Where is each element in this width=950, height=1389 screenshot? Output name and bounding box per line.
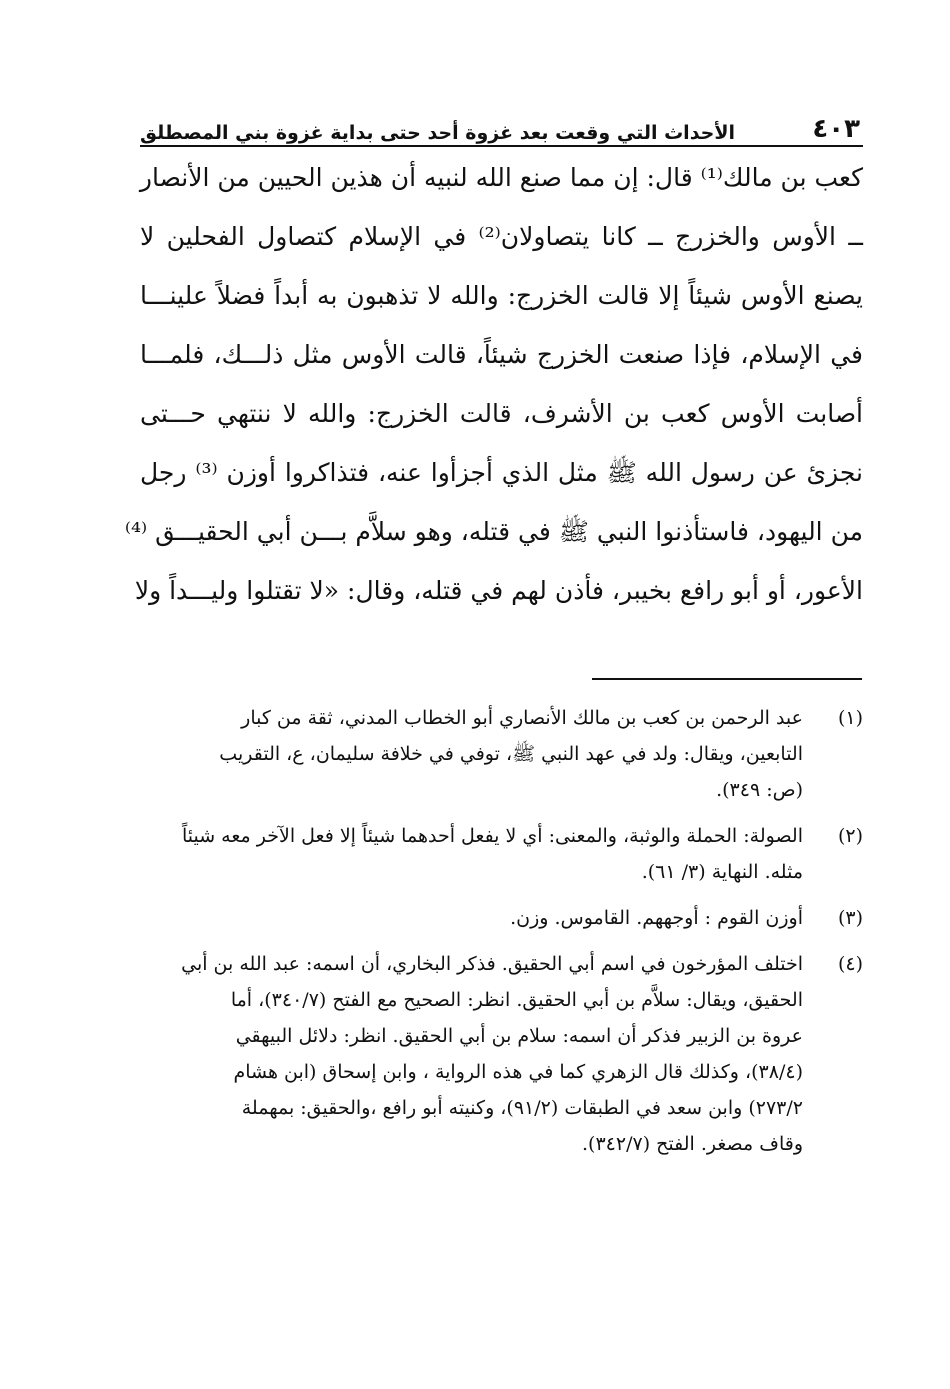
footnote-line: مثله. النهاية (٣/ ٦١). xyxy=(641,861,803,883)
footnote-line: الحقيق، ويقال: سلاَّم بن أبي الحقيق. انظر: الصحيح مع الفتح (٣٤٠/٧)، أما xyxy=(230,989,803,1011)
footnote-line: (٣٨/٤)، وكذلك قال الزهري كما في هذه الرواية ، وابن إسحاق (ابن هشام xyxy=(233,1061,803,1083)
footnote-number: (١) xyxy=(837,707,863,729)
footnote-line: (ص: ٣٤٩). xyxy=(716,779,803,801)
footnote-line: الصولة: الحملة والوثبة، والمعنى: أي لا يفعل أحدهما شيئاً إلا فعل الآخر معه شيئاً xyxy=(181,825,803,847)
main-text xyxy=(124,148,863,620)
footnote-number: (٢) xyxy=(837,825,863,847)
body-line: ــ الأوس والخزرج ــ كانا يتصاولان⁽²⁾ في الإسلام كتصاول الفحلين لا xyxy=(140,222,863,251)
page-number: ٤٠٣ xyxy=(812,114,860,144)
footnote-separator xyxy=(592,678,862,680)
body-line: كعب بن مالك⁽¹⁾ قال: إن مما صنع الله لنبيه أن هذين الحيين من الأنصار xyxy=(139,163,863,192)
body-line: في الإسلام، فإذا صنعت الخزرج شيئاً، قالت الأوس مثل ذلـــك، فلمـــا xyxy=(140,340,863,369)
footnote-number: (٤) xyxy=(837,953,863,975)
footnote-1 xyxy=(140,700,863,808)
footnotes xyxy=(140,700,863,1172)
footnote-text xyxy=(140,700,803,808)
footnote-line: أوزن القوم : أوجههم. القاموس. وزن. xyxy=(510,907,803,929)
running-title: الأحداث التي وقعت بعد غزوة أحد حتى بداية غزوة بني المصطلق xyxy=(140,122,736,144)
footnote-text xyxy=(140,946,803,1162)
footnote-text xyxy=(140,900,803,936)
footnote-line: التابعين، ويقال: ولد في عهد النبي ﷺ، توفي في خلافة سليمان، ع، التقريب xyxy=(219,743,803,765)
body-line: أصابت الأوس كعب بن الأشرف، قالت الخزرج: والله لا ننتهي حـــتى xyxy=(140,399,863,428)
footnote-4 xyxy=(140,946,863,1162)
footnote-line: وقاف مصغر. الفتح (٣٤٢/٧). xyxy=(582,1133,803,1155)
footnote-2 xyxy=(140,818,863,890)
footnote-line: ٢٧٣/٢) وابن سعد في الطبقات (٩١/٢)، وكنيته أبو رافع ،والحقيق: بمهملة xyxy=(241,1097,803,1119)
footnote-line: اختلف المؤرخون في اسم أبي الحقيق. فذكر البخاري، أن اسمه: عبد الله بن أبي xyxy=(181,953,803,975)
header-rule xyxy=(140,145,863,147)
footnote-number: (٣) xyxy=(837,907,863,929)
footnote-line: عبد الرحمن بن كعب بن مالك الأنصاري أبو الخطاب المدني، ثقة من كبار xyxy=(241,707,803,729)
body-line: من اليهود، فاستأذنوا النبي ﷺ في قتله، وهو سلاَّم بـــن أبي الحقيـــق ⁽⁴⁾ xyxy=(124,517,863,546)
footnote-line: عروة بن الزبير فذكر أن اسمه: سلام بن أبي الحقيق. انظر: دلائل البيهقي xyxy=(235,1025,803,1047)
page-header xyxy=(140,108,860,144)
body-line: يصنع الأوس شيئاً إلا قالت الخزرج: والله لا تذهبون به أبداً فضلاً علينـــا xyxy=(140,281,863,310)
footnote-text xyxy=(140,818,803,890)
body-line: نجزئ عن رسول الله ﷺ مثل الذي أجزأوا عنه، فتذاكروا أوزن ⁽³⁾ رجل xyxy=(140,458,863,487)
body-line: الأعور، أو أبو رافع بخيبر، فأذن لهم في قتله، وقال: «لا تقتلوا وليـــداً ولا xyxy=(134,576,863,605)
footnote-3 xyxy=(140,900,863,936)
